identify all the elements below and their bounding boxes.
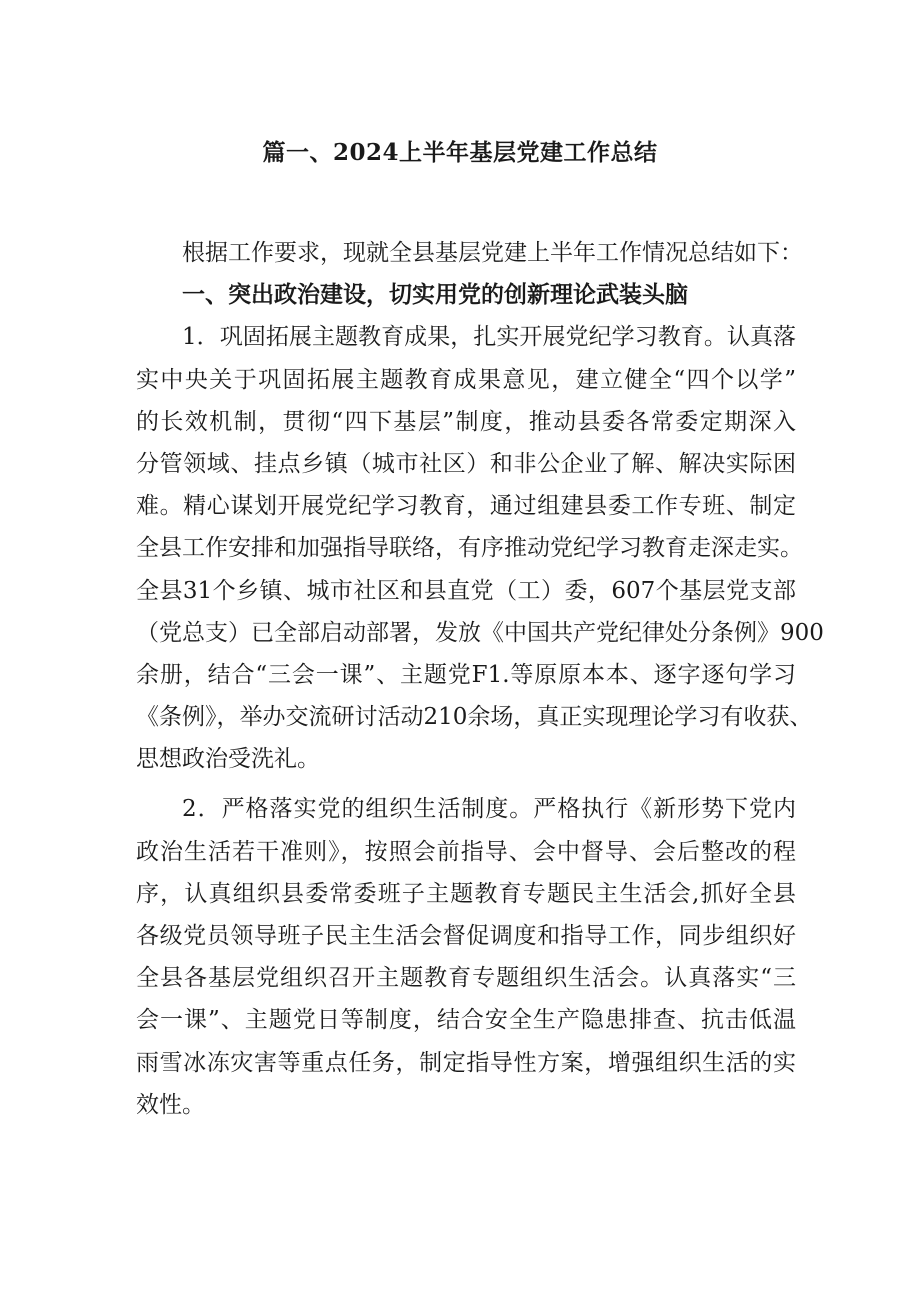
paragraph-2 [136,788,796,1126]
section-heading: 一、突出政治建设，切实用党的创新理论武装头脑 [182,281,688,309]
paragraph-line: 难。精心谋划开展党纪学习教育，通过组建县委工作专班、制定 [136,493,796,520]
paragraph-line: 效性。 [136,1091,205,1118]
paragraph-line: 余册，结合“三会一课”、主题党F1.等原原本本、逐字逐句学习 [136,661,796,688]
paragraph-line: 《条例》，举办交流研讨活动210余场，真正实现理论学习有收获、 [136,704,813,731]
paragraph-line: 全县31个乡镇、城市社区和县直党（工）委，607个基层党支部 [136,577,796,604]
paragraph-line: 2．严格落实党的组织生活制度。严格执行《新形势下党内 [182,796,796,823]
paragraph-line: 思想政治受洗礼。 [136,746,320,773]
document-title: 篇一、2024上半年基层党建工作总结 [262,139,658,166]
intro-paragraph: 根据工作要求，现就全县基层党建上半年工作情况总结如下： [182,240,803,266]
paragraph-1 [136,316,824,780]
paragraph-line: 各级党员领导班子民主生活会督促调度和指导工作，同步组织好 [136,923,796,949]
paragraph-line: 的长效机制，贯彻“四下基层”制度，推动县委各常委定期深入 [136,408,796,435]
paragraph-line: 政治生活若干准则》，按照会前指导、会中督导、会后整改的程 [136,838,796,865]
paragraph-line: 1．巩固拓展主题教育成果，扎实开展党纪学习教育。认真落 [182,324,796,351]
paragraph-line: 序，认真组织县委常委班子主题教育专题民主生活会,抓好全县 [136,880,796,907]
paragraph-line: 全县工作安排和加强指导联络，有序推动党纪学习教育走深走实。 [136,535,803,562]
paragraph-line: 雨雪冰冻灾害等重点任务，制定指导性方案，增强组织生活的实 [136,1049,796,1076]
paragraph-line: 分管领域、挂点乡镇（城市社区）和非公企业了解、解决实际困 [136,450,796,477]
paragraph-line: 全县各基层党组织召开主题教育专题组织生活会。认真落实“三 [136,965,796,992]
paragraph-spacer [136,780,796,788]
document-body [136,232,824,1126]
paragraph-line: 实中央关于巩固拓展主题教育成果意见，建立健全“四个以学” [136,366,796,393]
paragraph-line: 会一课”、主题党日等制度，结合安全生产隐患排查、抗击低温 [136,1007,796,1034]
paragraph-line: （党总支）已全部启动部署，发放《中国共产党纪律处分条例》900 [136,619,824,646]
